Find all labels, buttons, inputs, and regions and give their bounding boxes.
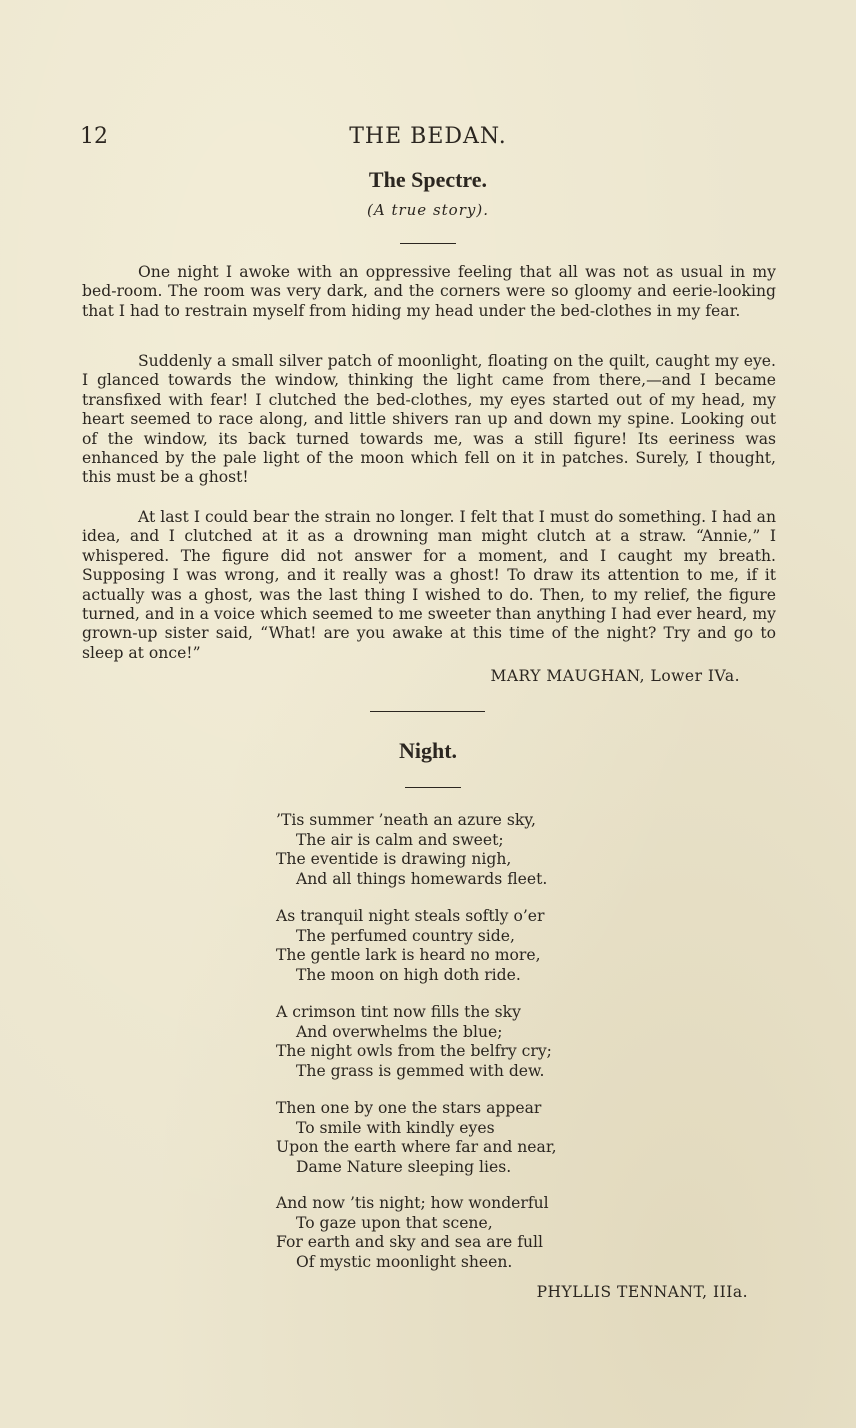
- poem-line: The eventide is drawing nigh,: [276, 850, 512, 869]
- poem-stanza-4: [276, 1099, 557, 1177]
- poem-line: The air is calm and sweet;: [296, 830, 504, 849]
- poem-line: The moon on high doth ride.: [296, 965, 521, 984]
- poem-stanza-3: [276, 1003, 552, 1081]
- poem-line: As tranquil night steals softly o’er: [276, 907, 545, 925]
- poem-line: Then one by one the stars appear: [276, 1099, 542, 1117]
- poem-stanza-5: [276, 1194, 549, 1272]
- story-title: The Spectre.: [368, 167, 488, 192]
- story-subtitle: (A true story).: [367, 201, 489, 219]
- poem-line: And overwhelms the blue;: [296, 1022, 503, 1041]
- running-title: THE BEDAN.: [349, 124, 507, 149]
- poem-line: And all things homewards fleet.: [296, 869, 548, 888]
- page-number: 12: [80, 124, 108, 149]
- story-paragraph-3: At last I could bear the strain no longer. I felt that I must do something. I had an idea, and I clutched at it as a drowning man might clutch at a straw. “Annie,” I whispered. The figure did not answer for a moment, and I caught my breath. Supposing I was wrong, and it really was a ghost! To draw its attention to me, if it actually was a ghost, was the last thing I wished to do. Then, to my relief, the figure turned, and in a voice which seemed to me sweeter than anything I had ever heard, my grown-up sister said, “What! are you awake at this time of the night? Try and go to sleep at once!”: [82, 508, 776, 662]
- poem-line: The perfumed country side,: [296, 926, 515, 945]
- poem-line: The gentle lark is heard no more,: [276, 946, 541, 965]
- story-paragraph-1: One night I awoke with an oppressive feeling that all was not as usual in my bed-room. The room was very dark, and the corners were so gloomy and eerie-looking that I had to restrain myself from hiding my head under the bed-clothes in my fear.: [82, 263, 776, 320]
- poem-line: Of mystic moonlight sheen.: [296, 1252, 513, 1271]
- poem-stanza-1: [276, 811, 547, 889]
- poem-line: The night owls from the belfry cry;: [276, 1042, 552, 1061]
- poem-line: The grass is gemmed with dew.: [296, 1061, 545, 1080]
- poem-title: Night.: [398, 738, 458, 763]
- poem-line: A crimson tint now fills the sky: [276, 1003, 521, 1021]
- poem-line: Dame Nature sleeping lies.: [296, 1157, 512, 1176]
- story-author: MARY MAUGHAN, Lower IVa.: [490, 667, 740, 685]
- poem-stanza-2: [276, 907, 544, 985]
- poem-line: To gaze upon that scene,: [296, 1213, 493, 1232]
- poem-author: PHYLLIS TENNANT, IIIa.: [536, 1283, 748, 1301]
- section-divider: [370, 711, 485, 712]
- poem-line: For earth and sky and sea are full: [276, 1233, 543, 1252]
- poem-line: Upon the earth where far and near,: [276, 1138, 557, 1157]
- poem-line: To smile with kindly eyes: [296, 1118, 495, 1137]
- poem-line: ’Tis summer ’neath an azure sky,: [276, 811, 536, 829]
- poem-title-rule: [405, 787, 461, 788]
- story-paragraph-2: Suddenly a small silver patch of moonlight, floating on the quilt, caught my eye. I glanced towards the window, thinking the light came from there,—and I became transfixed with fear! I clutched the bed-clothes, my eyes started out of my head, my heart seemed to race along, and little shivers ran up and down my spine. Looking out of the window, its back turned towards me, was a still figure! Its eeriness was enhanced by the pale light of the moon which fell on it in patches. Surely, I thought, this must be a ghost!: [82, 352, 776, 487]
- poem-line: And now ’tis night; how wonderful: [276, 1194, 549, 1212]
- story-title-rule: [400, 243, 456, 244]
